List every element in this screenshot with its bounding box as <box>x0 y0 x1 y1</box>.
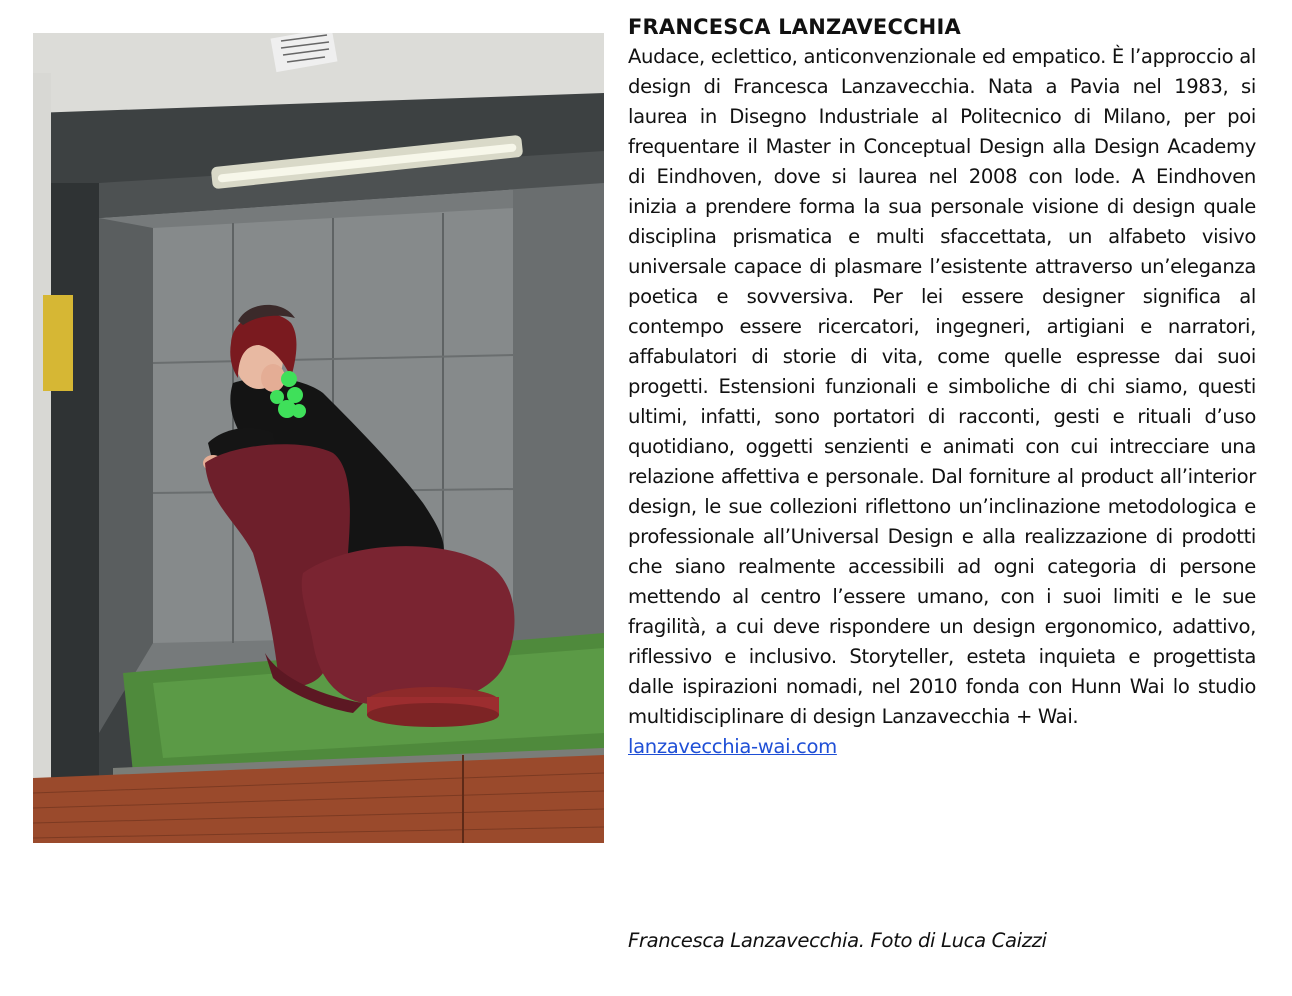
photo-caption: Francesca Lanzavecchia. Foto di Luca Caizzi <box>628 929 1047 952</box>
portrait-illustration <box>33 33 604 843</box>
bio-column <box>628 12 1256 762</box>
portrait-photo <box>33 33 604 843</box>
website-link[interactable]: lanzavecchia-wai.com <box>628 735 837 758</box>
designer-name: FRANCESCA LANZAVECCHIA <box>628 15 961 39</box>
designer-bio: Audace, eclettico, anticonvenzionale ed empatico. È l’approccio al design di Francesca Lanzavecchia. Nata a Pavia nel 1983, si laurea in Disegno Industriale al Politecnico di Milano, per poi frequentare il Master in Conceptual Design alla Design Academy di Eindhoven, dove si laurea nel 2008 con lode. A Eindhoven inizia a prendere forma la sua personale visione di design quale disciplina prismatica e multi sfaccettata, un alfabeto visivo universale capace di plasmare l’esistente attraverso un’eleganza poetica e sovversiva. Per lei essere designer significa al contempo essere ricercatori, ingegneri, artigiani e narratori, affabulatori di storie di vita, come quelle espresse dai suoi progetti. Estensioni funzionali e simboliche di chi siamo, questi ultimi, infatti, sono portatori di racconti, gesti e rituali d’uso quotidiano, oggetti senzienti e animati con cui intrecciare una relazione affettiva e personale. Dal forniture al product all’interior design, le sue collezioni riflettono un’inclinazione metodologica e professionale all’Universal Design e alla realizzazione di prodotti che siano realmente accessibili ad ogni categoria di persone mettendo al centro l’essere umano, con i suoi limiti e le sue fragilità, a cui deve rispondere un design ergonomico, adattivo, riflessivo e inclusivo. Storyteller, esteta inquieta e progettista dalle ispirazioni nomadi, nel 2010 fonda con Hunn Wai lo studio multidisciplinare di design Lanzavecchia + Wai. <box>628 45 1256 728</box>
